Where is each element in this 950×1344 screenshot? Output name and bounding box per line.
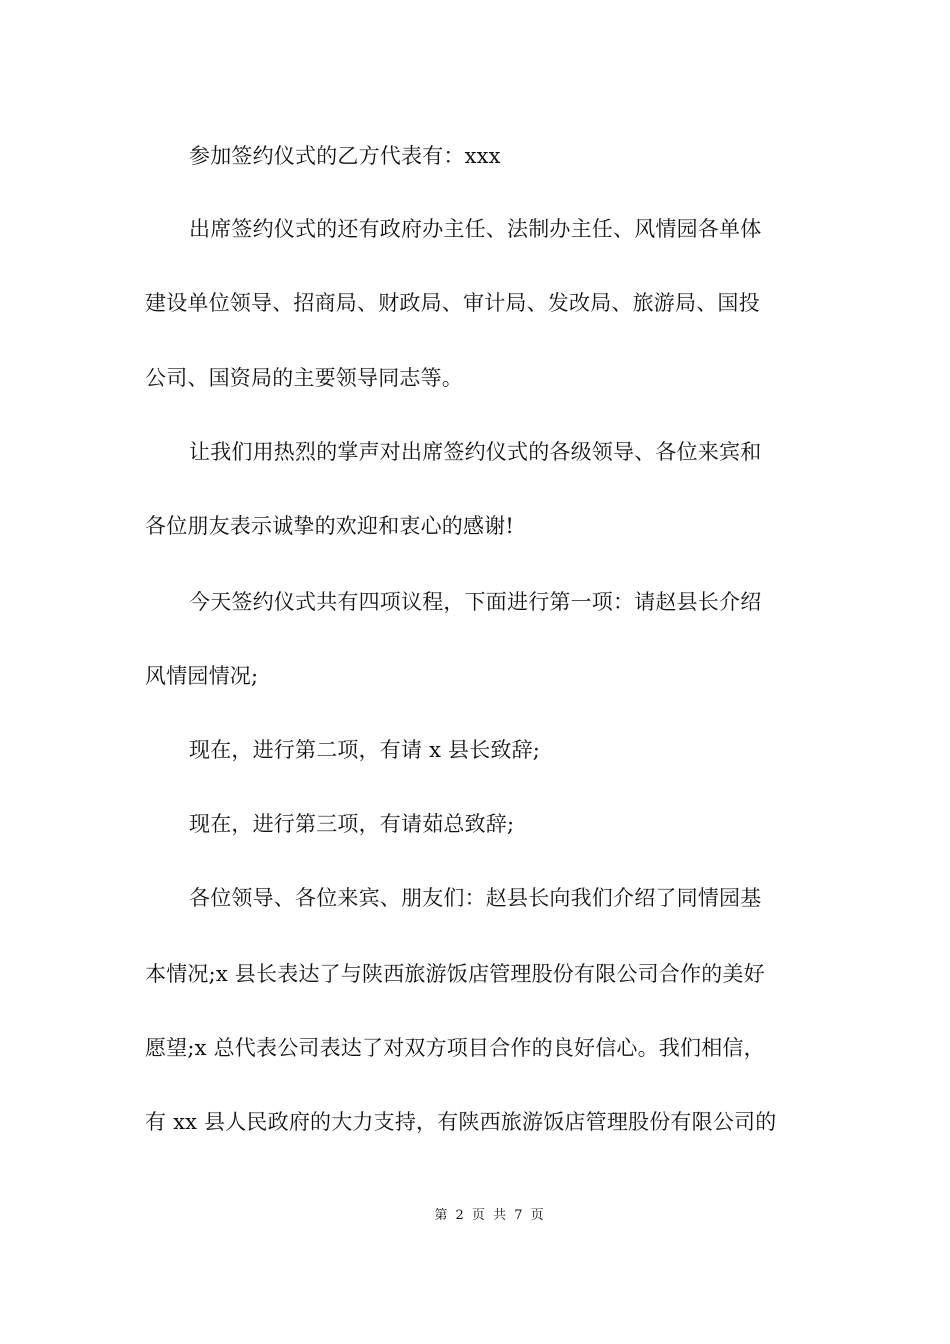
text-line: 公司、国资局的主要领导同志等。 [145, 366, 463, 390]
text-line: 各位领导、各位来宾、朋友们：赵县长向我们介绍了同情园基 [189, 886, 762, 910]
page-number: 第 2 页 共 7 页 [434, 1208, 546, 1223]
text-line: 愿望;x 总代表公司表达了对双方项目合作的良好信心。我们相信， [145, 1036, 765, 1060]
text-line: 现在，进行第二项，有请 x 县长致辞; [189, 738, 541, 762]
text-line: 各位朋友表示诚挚的欢迎和衷心的感谢! [145, 514, 515, 538]
text-line: 现在，进行第三项，有请茹总致辞; [189, 812, 515, 836]
text-line: 今天签约仪式共有四项议程，下面进行第一项：请赵县长介绍 [189, 590, 762, 614]
text-line: 有 xx 县人民政府的大力支持，有陕西旅游饭店管理股份有限公司的 [145, 1110, 777, 1134]
text-line: 风情园情况; [145, 664, 259, 688]
text-line: 本情况;x 县长表达了与陕西旅游饭店管理股份有限公司合作的美好 [145, 962, 765, 986]
text-line: 让我们用热烈的掌声对出席签约仪式的各级领导、各位来宾和 [189, 440, 762, 464]
text-line: 出席签约仪式的还有政府办主任、法制办主任、风情园各单体 [189, 217, 762, 241]
text-line: 参加签约仪式的乙方代表有：xxx [189, 144, 501, 168]
text-line: 建设单位领导、招商局、财政局、审计局、发改局、旅游局、国投 [145, 291, 760, 315]
